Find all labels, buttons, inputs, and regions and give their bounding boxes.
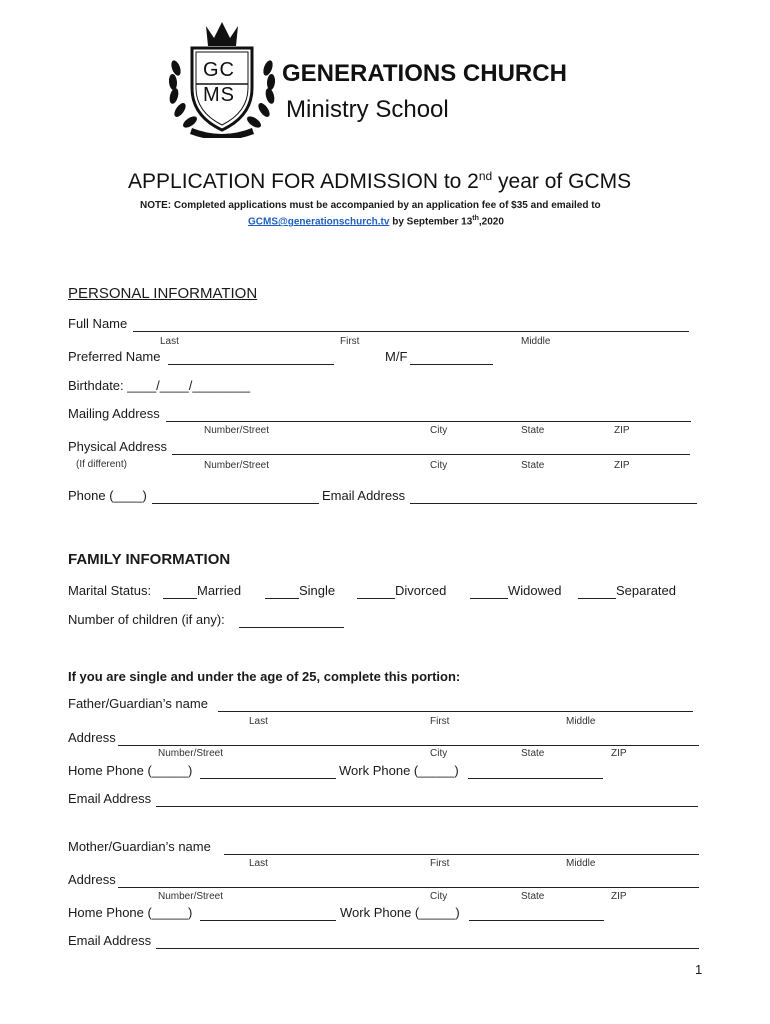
- title-prefix: APPLICATION FOR ADMISSION to 2: [128, 170, 479, 193]
- preferred-name-label: Preferred Name: [68, 349, 161, 364]
- father-address-label: Address: [68, 730, 116, 745]
- divorced-blank[interactable]: [357, 598, 395, 599]
- separated-option: Separated: [616, 583, 676, 598]
- father-last-caption: Last: [249, 716, 268, 727]
- note-year: ,2020: [478, 216, 504, 228]
- note-deadline: by September 13: [389, 216, 473, 228]
- full-name-middle-caption: Middle: [521, 336, 551, 347]
- mother-city-caption: City: [430, 891, 448, 902]
- father-middle-caption: Middle: [566, 716, 596, 727]
- father-first-caption: First: [430, 716, 450, 727]
- mailing-address-label: Mailing Address: [68, 406, 160, 421]
- mother-email-label: Email Address: [68, 933, 152, 948]
- mf-field[interactable]: [410, 364, 493, 365]
- title-sup: nd: [478, 169, 493, 183]
- mother-first-caption: First: [430, 858, 450, 869]
- mf-label: M/F: [385, 349, 408, 364]
- physical-number-street-caption: Number/Street: [204, 460, 270, 471]
- father-state-caption: State: [521, 748, 545, 759]
- monogram-top: GC: [203, 59, 235, 81]
- family-heading: FAMILY INFORMATION: [68, 551, 231, 568]
- note-line2: [248, 215, 504, 227]
- email-field[interactable]: [410, 503, 697, 504]
- father-name-field[interactable]: [218, 711, 693, 712]
- org-subname: Ministry School: [286, 96, 449, 123]
- children-label: Number of children (if any):: [68, 612, 225, 627]
- mother-home-phone-field[interactable]: [200, 920, 336, 921]
- guardian-heading: If you are single and under the age of 25, complete this portion:: [68, 669, 461, 684]
- mother-address-label: Address: [68, 872, 116, 887]
- if-different-caption: (If different): [76, 459, 127, 470]
- father-city-caption: City: [430, 748, 448, 759]
- mother-middle-caption: Middle: [566, 858, 596, 869]
- married-blank[interactable]: [163, 598, 197, 599]
- marital-status-label: Marital Status:: [68, 583, 152, 598]
- father-email-field[interactable]: [156, 806, 698, 807]
- personal-heading: PERSONAL INFORMATION: [68, 285, 258, 302]
- preferred-name-field[interactable]: [168, 364, 334, 365]
- full-name-label: Full Name: [68, 316, 128, 331]
- mailing-zip-caption: ZIP: [614, 425, 630, 436]
- mailing-state-caption: State: [521, 425, 545, 436]
- page-title: [128, 169, 631, 194]
- page-number: 1: [695, 962, 703, 977]
- father-work-phone-label: Work Phone (_____): [339, 763, 459, 778]
- mother-last-caption: Last: [249, 858, 268, 869]
- father-zip-caption: ZIP: [611, 748, 627, 759]
- mother-work-phone-label: Work Phone (_____): [340, 905, 460, 920]
- mother-state-caption: State: [521, 891, 545, 902]
- father-home-phone-field[interactable]: [200, 778, 336, 779]
- mother-address-field[interactable]: [118, 887, 699, 888]
- father-work-phone-field[interactable]: [468, 778, 603, 779]
- full-name-last-caption: Last: [160, 336, 179, 347]
- full-name-first-caption: First: [340, 336, 360, 347]
- full-name-field[interactable]: [133, 331, 689, 332]
- logo: [162, 18, 282, 138]
- phone-label: Phone (____): [68, 488, 147, 503]
- single-option: Single: [299, 583, 336, 598]
- mother-number-street-caption: Number/Street: [158, 891, 224, 902]
- physical-city-caption: City: [430, 460, 448, 471]
- mother-work-phone-field[interactable]: [469, 920, 604, 921]
- note-sup: th: [472, 215, 479, 222]
- mother-home-phone-label: Home Phone (_____): [68, 905, 193, 920]
- single-blank[interactable]: [265, 598, 299, 599]
- father-number-street-caption: Number/Street: [158, 748, 224, 759]
- father-email-label: Email Address: [68, 791, 152, 806]
- father-name-label: Father/Guardian’s name: [68, 696, 208, 711]
- physical-address-field[interactable]: [172, 454, 690, 455]
- widowed-option: Widowed: [508, 583, 562, 598]
- mother-name-field[interactable]: [224, 854, 699, 855]
- monogram-bottom: MS: [203, 84, 235, 106]
- children-field[interactable]: [239, 627, 344, 628]
- mailing-city-caption: City: [430, 425, 448, 436]
- note-email-link[interactable]: GCMS@generationschurch.tv: [248, 216, 390, 228]
- mother-email-field[interactable]: [156, 948, 699, 949]
- separated-blank[interactable]: [578, 598, 616, 599]
- title-suffix: year of GCMS: [492, 170, 632, 193]
- divorced-option: Divorced: [395, 583, 447, 598]
- phone-field[interactable]: [152, 503, 319, 504]
- mailing-number-street-caption: Number/Street: [204, 425, 270, 436]
- birthdate-field[interactable]: Birthdate: ____/____/________: [68, 378, 251, 393]
- married-option: Married: [197, 583, 242, 598]
- father-address-field[interactable]: [118, 745, 699, 746]
- physical-state-caption: State: [521, 460, 545, 471]
- mailing-address-field[interactable]: [166, 421, 691, 422]
- email-label: Email Address: [322, 488, 406, 503]
- mother-name-label: Mother/Guardian’s name: [68, 839, 211, 854]
- org-name: GENERATIONS CHURCH: [282, 60, 567, 87]
- mother-zip-caption: ZIP: [611, 891, 627, 902]
- widowed-blank[interactable]: [470, 598, 508, 599]
- physical-zip-caption: ZIP: [614, 460, 630, 471]
- father-home-phone-label: Home Phone (_____): [68, 763, 193, 778]
- physical-address-label: Physical Address: [68, 439, 167, 454]
- note-line1: NOTE: Completed applications must be accompanied by an application fee of $35 and emailed to: [140, 200, 601, 211]
